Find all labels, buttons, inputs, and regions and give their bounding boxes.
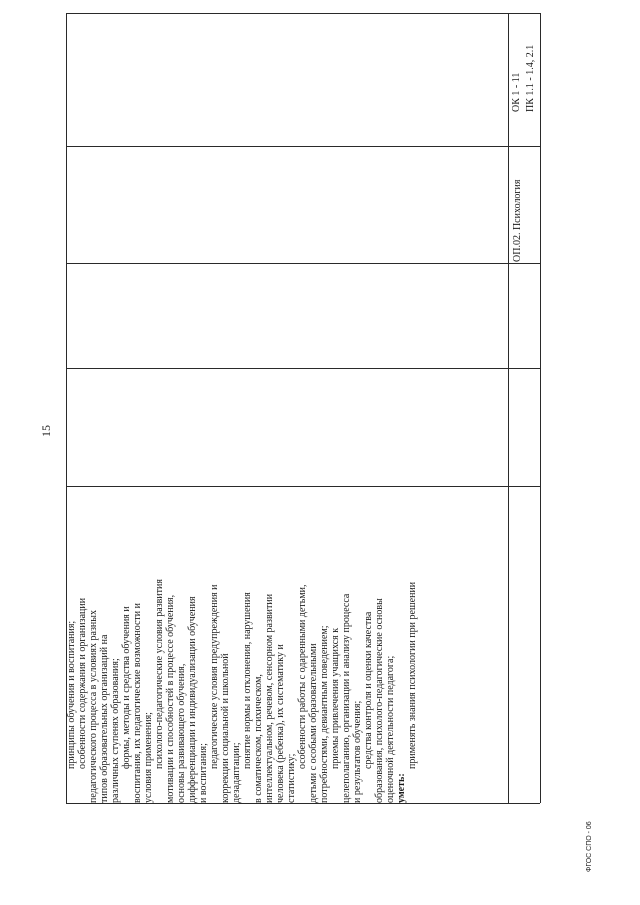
content-line: средства контроля и оценки качества <box>363 611 374 769</box>
content-line: применять знания психологии при решении <box>407 581 418 769</box>
content-line: формы, методы и средства обучения и <box>121 606 132 769</box>
content-line: уметь: <box>396 773 407 803</box>
competence-line-1: ОК 1 - 11 <box>511 72 522 112</box>
content-cell <box>66 13 540 803</box>
content-line: дезадаптации; <box>231 742 242 803</box>
content-line: дифференциации и индивидуализации обучения <box>187 596 198 803</box>
content-line: детьми с особыми образовательными <box>308 643 319 803</box>
table-border-bottom <box>66 803 540 804</box>
content-line: принципы обучения и воспитания; <box>66 620 77 769</box>
content-line: особенности работы с одаренными детьми, <box>297 584 308 769</box>
content-line: человека (ребенка), их систематику и <box>275 644 286 803</box>
content-line: мотивации и способностей в процессе обучения, <box>165 594 176 803</box>
content-line: условия применения; <box>143 712 154 803</box>
content-line: образования, психолого-педагогические основы <box>374 598 385 803</box>
competence-line-2: ПК 1.1 - 1.4, 2.1 <box>525 44 536 112</box>
content-line: приемы привлечения учащихся к <box>330 627 341 769</box>
content-line: целеполаганию, организации и анализу процесса <box>341 593 352 803</box>
table-border-right <box>540 13 541 803</box>
page-number: 15 <box>39 425 53 437</box>
discipline-cell: ОП.02. Психология <box>512 179 523 262</box>
content-line: потребностями, девиантным поведением; <box>319 625 330 803</box>
content-line: психолого-педагогические условия развития <box>154 579 165 769</box>
footer-code: ФГОС СПО - 06 <box>586 821 593 872</box>
content-line: статистику; <box>286 753 297 803</box>
content-line: понятие нормы и отклонения, нарушения <box>242 592 253 769</box>
content-line: оценочной деятельности педагога; <box>385 655 396 803</box>
content-line: различных ступенях образования; <box>110 658 121 803</box>
content-line: основы развивающего обучения, <box>176 663 187 803</box>
content-line: и воспитания; <box>198 743 209 803</box>
content-line: интеллектуальном, речевом, сенсорном развитии <box>264 593 275 803</box>
content-line: воспитания, их педагогические возможности и <box>132 603 143 803</box>
content-line: в соматическом, психическом, <box>253 674 264 803</box>
content-line: особенности содержания и организации <box>77 597 88 769</box>
content-line: коррекции социальной и школьной <box>220 653 231 803</box>
content-line: типов образовательных организаций на <box>99 634 110 803</box>
content-line: педагогического процесса в условиях разных <box>88 610 99 803</box>
content-line: педагогические условия предупреждения и <box>209 584 220 769</box>
content-line: и результатов обучения; <box>352 700 363 803</box>
